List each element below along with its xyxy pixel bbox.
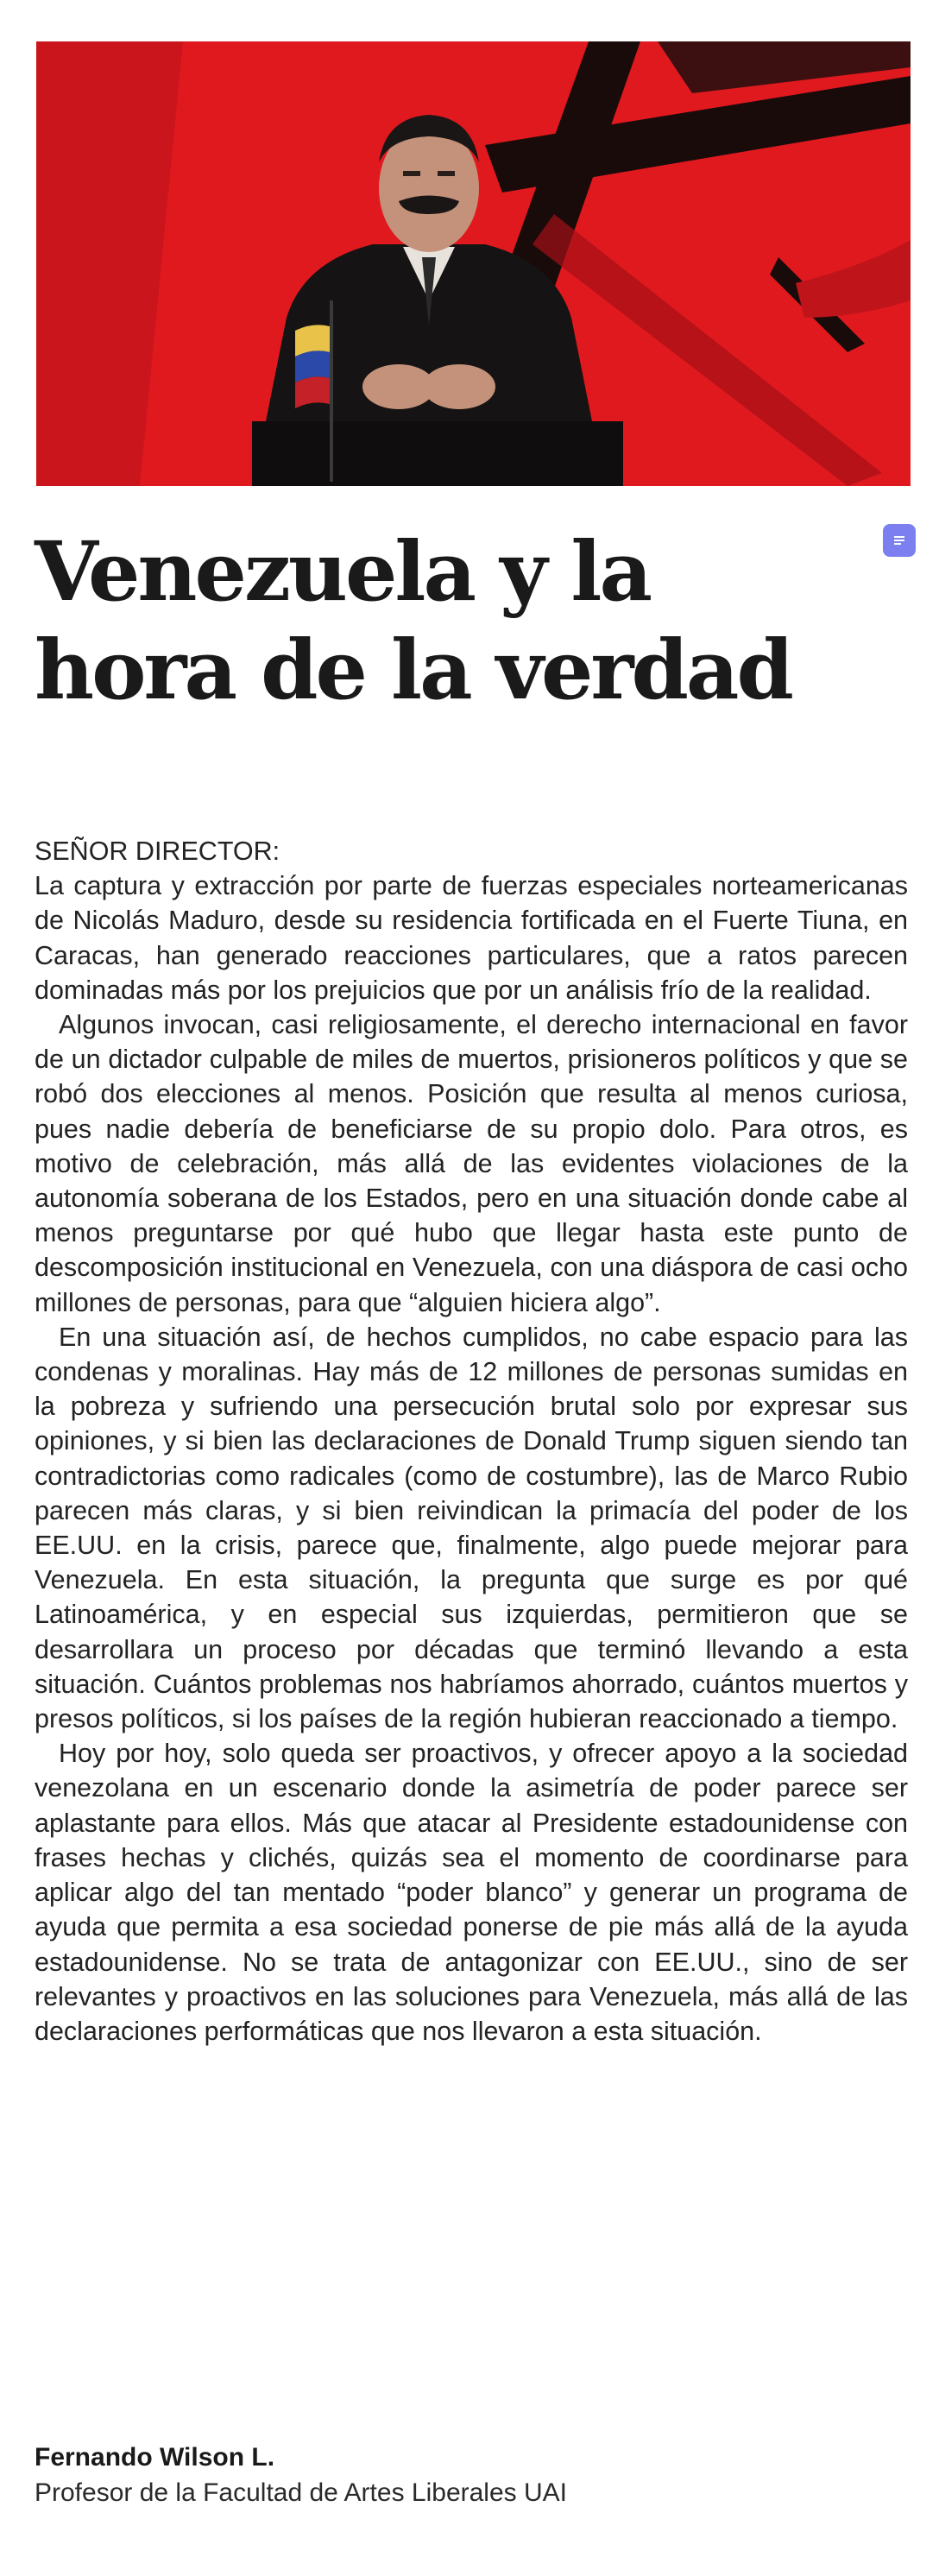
salutation: SEÑOR DIRECTOR: (35, 837, 280, 866)
signature (35, 2440, 898, 2511)
paragraph-4: Hoy por hoy, solo queda ser proactivos, y ofrecer apoyo a la sociedad venezolana en un escenario donde la asimetría de poder parece ser aplastante para ellos. Más que atacar al Presidente estadounidense con frases hechas y clichés, quizás sea el momento de coordinarse para aplicar algo del tan mentado “poder blanco” y generar un programa de ayuda que permita a esa sociedad ponerse de pie más allá de la ayuda estadounidense. No se trata de antagonizar con EE.UU., sino de ser relevantes y proactivos en las soluciones para Venezuela, más allá de las declaraciones performáticas que nos llevaron a esta situación. (35, 1739, 908, 2046)
hero-illustration (36, 41, 911, 486)
author-role: Profesor de la Facultad de Artes Liberales UAI (35, 2478, 567, 2507)
author-name: Fernando Wilson L. (35, 2443, 275, 2472)
document-icon-button[interactable] (883, 524, 916, 557)
letter-body (35, 834, 908, 2049)
document-icon (892, 533, 907, 548)
paragraph-1: La captura y extracción por parte de fuerzas especiales norteamericanas de Nicolás Maduro, desde su residencia fortificada en el Fuerte Tiuna, en Caracas, han generado reacciones particulares, que a ratos parecen dominadas más por los prejuicios que por un análisis frío de la realidad. (35, 871, 908, 1005)
headline (35, 523, 880, 720)
headline-line-1: Venezuela y la (35, 524, 651, 620)
podium (252, 421, 623, 486)
paragraph-2: Algunos invocan, casi religiosamente, el derecho internacional en favor de un dictador culpable de miles de muertos, prisioneros políticos y que se robó dos elecciones al menos. Posición que resulta al menos curiosa, pues nadie debería de beneficiarse de su propio dolo. Para otros, es motivo de celebración, más allá de las evidentes violaciones de la autonomía soberana de los Estados, pero en una situación donde cabe al menos preguntarse por qué hubo que llegar hasta este punto de descomposición institucional en Venezuela, con una diáspora de casi ocho millones de personas, para que “alguien hiciera algo”. (35, 1010, 908, 1317)
headline-line-2: hora de la verdad (35, 622, 791, 718)
illustration-art (36, 41, 911, 486)
paragraph-3: En una situación así, de hechos cumplidos, no cabe espacio para las condenas y moralinas. Hay más de 12 millones de personas sumidas en la pobreza y sufriendo una persecución brutal solo por expresar sus opiniones, y si bien las declaraciones de Donald Trump siguen siendo tan contradictorias como radicales (como de costumbre), las de Marco Rubio parecen más claras, y si bien reivindican la primacía del poder de los EE.UU. en la crisis, parece que, finalmente, algo puede mejorar para Venezuela. En esta situación, la pregunta que surge es por qué Latinoamérica, y en especial sus izquierdas, permitieron que se desarrollara un proceso por décadas que terminó llevando a esta situación. Cuántos problemas nos habríamos ahorrado, cuántos muertos y presos políticos, si los países de la región hubieran reaccionado a tiempo. (35, 1322, 908, 1734)
